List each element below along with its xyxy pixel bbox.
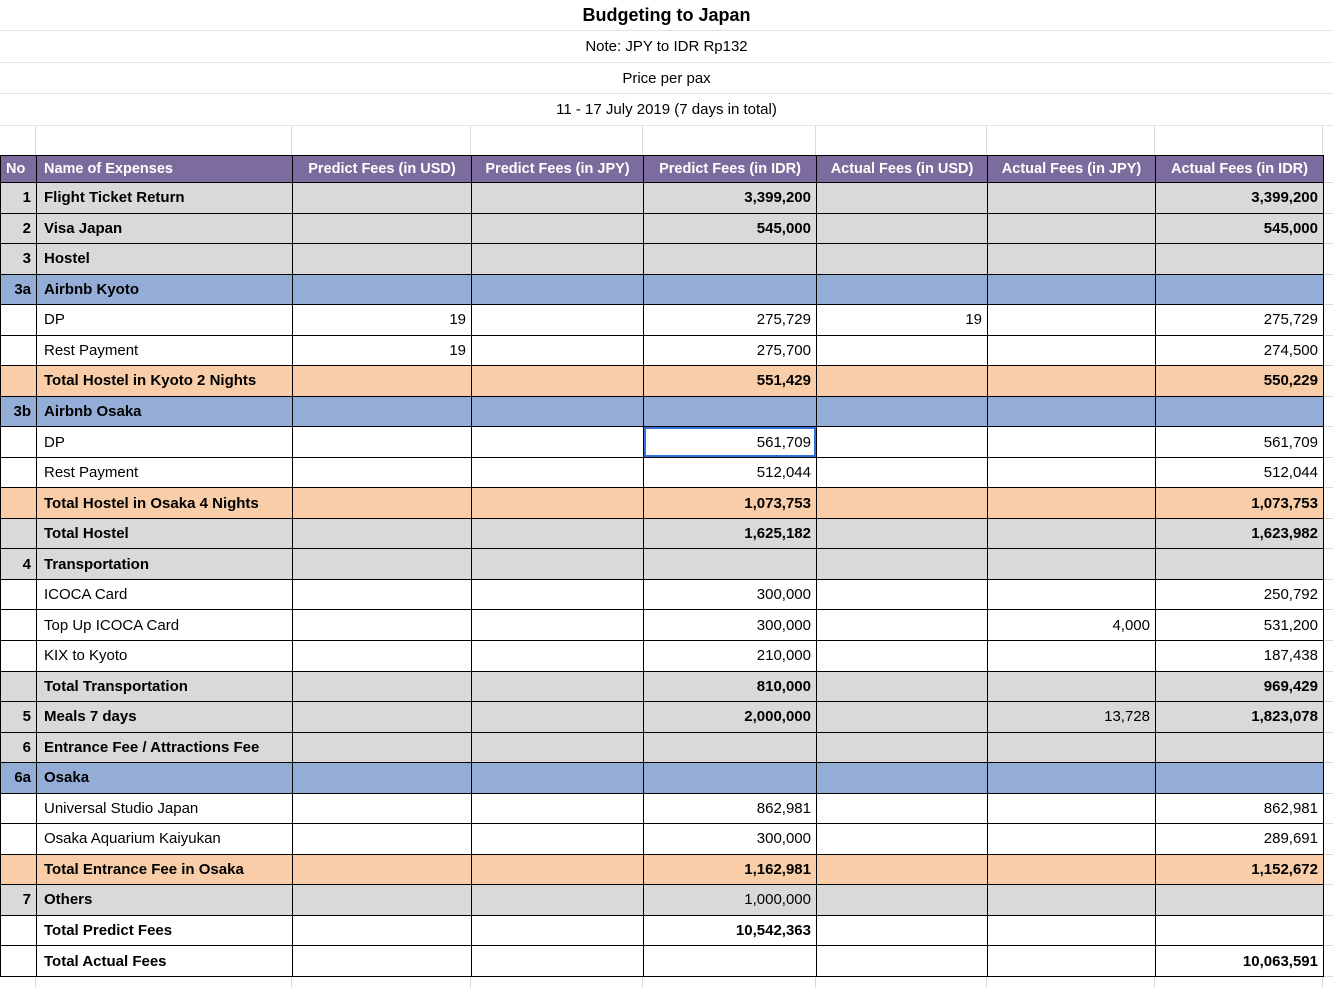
value-cell[interactable]: 862,981 bbox=[644, 794, 817, 824]
value-cell[interactable] bbox=[644, 549, 817, 579]
grid-continuation-segment bbox=[1324, 519, 1333, 550]
value-cell[interactable] bbox=[644, 244, 817, 274]
value-cell[interactable] bbox=[472, 794, 644, 824]
value-cell[interactable] bbox=[293, 916, 472, 946]
value-cell[interactable] bbox=[1156, 275, 1324, 305]
table-row bbox=[1, 885, 1324, 916]
value-cell[interactable] bbox=[988, 794, 1156, 824]
value-cell[interactable] bbox=[988, 549, 1156, 579]
row-number-cell[interactable] bbox=[1, 794, 37, 824]
row-number-cell[interactable]: 1 bbox=[1, 183, 37, 213]
value-cell[interactable] bbox=[472, 855, 644, 885]
value-cell[interactable] bbox=[817, 549, 988, 579]
value-cell[interactable] bbox=[472, 946, 644, 976]
grid-continuation-segment bbox=[1324, 458, 1333, 489]
value-cell[interactable] bbox=[293, 427, 472, 457]
expense-name-cell[interactable]: KIX to Kyoto bbox=[37, 641, 293, 671]
value-cell[interactable] bbox=[817, 397, 988, 427]
expense-name-cell[interactable]: Transportation bbox=[37, 549, 293, 579]
value-cell[interactable] bbox=[293, 488, 472, 518]
grid-continuation-segment bbox=[1324, 794, 1333, 825]
value-cell[interactable]: 3,399,200 bbox=[1156, 183, 1324, 213]
grid-continuation-segment bbox=[1324, 763, 1333, 794]
row-number-cell[interactable]: 6 bbox=[1, 733, 37, 763]
value-cell[interactable] bbox=[988, 763, 1156, 793]
value-cell[interactable]: 545,000 bbox=[644, 214, 817, 244]
title-row bbox=[0, 0, 1333, 31]
table-row bbox=[1, 641, 1324, 672]
value-cell[interactable] bbox=[988, 336, 1156, 366]
value-cell[interactable]: 551,429 bbox=[644, 366, 817, 396]
table-row bbox=[1, 244, 1324, 275]
value-cell[interactable]: 10,063,591 bbox=[1156, 946, 1324, 976]
value-cell[interactable]: 810,000 bbox=[644, 672, 817, 702]
value-cell[interactable] bbox=[472, 580, 644, 610]
value-cell[interactable]: 19 bbox=[293, 336, 472, 366]
value-cell[interactable] bbox=[293, 763, 472, 793]
table-row bbox=[1, 580, 1324, 611]
grid-cell[interactable] bbox=[816, 977, 987, 988]
grid-cell[interactable] bbox=[987, 126, 1155, 155]
value-cell[interactable] bbox=[293, 885, 472, 915]
table-row bbox=[1, 519, 1324, 550]
value-cell[interactable] bbox=[472, 183, 644, 213]
table-row bbox=[1, 672, 1324, 703]
value-cell[interactable] bbox=[988, 366, 1156, 396]
row-number-cell[interactable] bbox=[1, 519, 37, 549]
expense-name-cell[interactable]: Total Hostel bbox=[37, 519, 293, 549]
value-cell[interactable] bbox=[817, 641, 988, 671]
value-cell[interactable] bbox=[293, 275, 472, 305]
value-cell[interactable] bbox=[988, 244, 1156, 274]
expense-name-cell[interactable]: Airbnb Osaka bbox=[37, 397, 293, 427]
grid-cell[interactable] bbox=[292, 977, 471, 988]
value-cell[interactable]: 561,709 bbox=[1156, 427, 1324, 457]
value-cell[interactable] bbox=[293, 580, 472, 610]
grid-continuation-segment bbox=[1324, 397, 1333, 428]
value-cell[interactable]: 187,438 bbox=[1156, 641, 1324, 671]
value-cell[interactable] bbox=[1156, 885, 1324, 915]
value-cell[interactable]: 274,500 bbox=[1156, 336, 1324, 366]
grid-cell[interactable] bbox=[643, 977, 816, 988]
row-number-cell[interactable]: 6a bbox=[1, 763, 37, 793]
row-number-cell[interactable] bbox=[1, 641, 37, 671]
value-cell[interactable] bbox=[472, 763, 644, 793]
row-number-cell[interactable] bbox=[1, 946, 37, 976]
grid-cell[interactable] bbox=[816, 126, 987, 155]
value-cell[interactable] bbox=[817, 458, 988, 488]
value-cell[interactable] bbox=[472, 824, 644, 854]
grid-continuation-segment bbox=[1324, 366, 1333, 397]
value-cell[interactable]: 512,044 bbox=[1156, 458, 1324, 488]
expense-name-cell[interactable]: Total Hostel in Kyoto 2 Nights bbox=[37, 366, 293, 396]
value-cell[interactable]: 550,229 bbox=[1156, 366, 1324, 396]
empty-grid-row bbox=[0, 126, 1333, 155]
price-per-pax-row bbox=[0, 63, 1333, 94]
row-number-cell[interactable] bbox=[1, 427, 37, 457]
row-number-cell[interactable]: 3a bbox=[1, 275, 37, 305]
value-cell[interactable] bbox=[293, 733, 472, 763]
value-cell[interactable] bbox=[988, 672, 1156, 702]
grid-continuation-segment bbox=[1324, 824, 1333, 855]
grid-cell[interactable] bbox=[36, 977, 292, 988]
value-cell[interactable]: 1,625,182 bbox=[644, 519, 817, 549]
value-cell[interactable]: 289,691 bbox=[1156, 824, 1324, 854]
value-cell[interactable]: 1,162,981 bbox=[644, 855, 817, 885]
grid-continuation-segment bbox=[1324, 672, 1333, 703]
expense-name-cell[interactable]: Airbnb Kyoto bbox=[37, 275, 293, 305]
column-header-6[interactable]: Actual Fees (in JPY) bbox=[988, 156, 1156, 182]
value-cell[interactable] bbox=[988, 733, 1156, 763]
value-cell[interactable] bbox=[472, 488, 644, 518]
value-cell[interactable] bbox=[472, 610, 644, 640]
value-cell[interactable] bbox=[644, 397, 817, 427]
value-cell[interactable] bbox=[293, 366, 472, 396]
table-row bbox=[1, 549, 1324, 580]
value-cell[interactable] bbox=[293, 824, 472, 854]
value-cell[interactable] bbox=[293, 946, 472, 976]
expense-name-cell[interactable]: Total Hostel in Osaka 4 Nights bbox=[37, 488, 293, 518]
exchange-rate-note[interactable]: Note: JPY to IDR Rp132 bbox=[585, 38, 748, 55]
row-number-cell[interactable] bbox=[1, 672, 37, 702]
value-cell[interactable]: 250,792 bbox=[1156, 580, 1324, 610]
value-cell[interactable] bbox=[472, 397, 644, 427]
expense-name-cell[interactable]: ICOCA Card bbox=[37, 580, 293, 610]
date-range-row bbox=[0, 94, 1333, 126]
value-cell[interactable] bbox=[817, 610, 988, 640]
value-cell[interactable] bbox=[988, 885, 1156, 915]
value-cell[interactable] bbox=[293, 855, 472, 885]
table-row bbox=[1, 794, 1324, 825]
table-row bbox=[1, 458, 1324, 489]
grid-continuation-segment bbox=[1324, 580, 1333, 611]
value-cell[interactable]: 300,000 bbox=[644, 824, 817, 854]
table-row bbox=[1, 214, 1324, 245]
grid-cell[interactable] bbox=[36, 126, 292, 155]
row-number-cell[interactable] bbox=[1, 305, 37, 335]
value-cell[interactable] bbox=[472, 519, 644, 549]
value-cell[interactable]: 1,152,672 bbox=[1156, 855, 1324, 885]
value-cell[interactable] bbox=[817, 336, 988, 366]
grid-continuation-segment bbox=[1324, 305, 1333, 336]
value-cell[interactable]: 300,000 bbox=[644, 610, 817, 640]
value-cell[interactable] bbox=[1156, 244, 1324, 274]
row-number-cell[interactable]: 5 bbox=[1, 702, 37, 732]
selected-cell[interactable]: 561,709 bbox=[644, 427, 817, 457]
table-row bbox=[1, 610, 1324, 641]
expense-name-cell[interactable]: Total Transportation bbox=[37, 672, 293, 702]
value-cell[interactable] bbox=[1156, 733, 1324, 763]
table-row bbox=[1, 946, 1324, 977]
grid-continuation-segment bbox=[1324, 855, 1333, 886]
value-cell[interactable] bbox=[293, 397, 472, 427]
table-row bbox=[1, 427, 1324, 458]
value-cell[interactable] bbox=[988, 305, 1156, 335]
grid-continuation-segment bbox=[1324, 488, 1333, 519]
value-cell[interactable] bbox=[817, 183, 988, 213]
value-cell[interactable] bbox=[472, 672, 644, 702]
value-cell[interactable]: 1,000,000 bbox=[644, 885, 817, 915]
value-cell[interactable] bbox=[988, 641, 1156, 671]
grid-continuation bbox=[1324, 155, 1333, 977]
expense-name-cell[interactable]: DP bbox=[37, 305, 293, 335]
table-row bbox=[1, 702, 1324, 733]
table-row bbox=[1, 488, 1324, 519]
expense-name-cell[interactable]: Meals 7 days bbox=[37, 702, 293, 732]
date-range-label[interactable]: 11 - 17 July 2019 (7 days in total) bbox=[556, 101, 777, 118]
value-cell[interactable] bbox=[472, 702, 644, 732]
value-cell[interactable] bbox=[644, 763, 817, 793]
value-cell[interactable] bbox=[988, 427, 1156, 457]
value-cell[interactable] bbox=[817, 366, 988, 396]
column-header-3[interactable]: Predict Fees (in JPY) bbox=[472, 156, 644, 182]
value-cell[interactable]: 13,728 bbox=[988, 702, 1156, 732]
value-cell[interactable] bbox=[472, 427, 644, 457]
value-cell[interactable] bbox=[988, 519, 1156, 549]
grid-continuation-segment bbox=[1324, 946, 1333, 977]
value-cell[interactable]: 275,729 bbox=[644, 305, 817, 335]
expense-name-cell[interactable]: Hostel bbox=[37, 244, 293, 274]
value-cell[interactable]: 969,429 bbox=[1156, 672, 1324, 702]
value-cell[interactable] bbox=[472, 885, 644, 915]
expense-name-cell[interactable]: Osaka Aquarium Kaiyukan bbox=[37, 824, 293, 854]
row-number-cell[interactable] bbox=[1, 916, 37, 946]
value-cell[interactable] bbox=[1156, 763, 1324, 793]
grid-continuation-segment bbox=[1324, 885, 1333, 916]
expense-name-cell[interactable]: Universal Studio Japan bbox=[37, 794, 293, 824]
row-number-cell[interactable]: 4 bbox=[1, 549, 37, 579]
grid-continuation-segment bbox=[1324, 702, 1333, 733]
value-cell[interactable]: 275,700 bbox=[644, 336, 817, 366]
expense-name-cell[interactable]: Rest Payment bbox=[37, 336, 293, 366]
row-number-cell[interactable] bbox=[1, 458, 37, 488]
grid-continuation-segment bbox=[1324, 244, 1333, 275]
value-cell[interactable]: 1,073,753 bbox=[1156, 488, 1324, 518]
value-cell[interactable]: 545,000 bbox=[1156, 214, 1324, 244]
value-cell[interactable] bbox=[1156, 916, 1324, 946]
value-cell[interactable]: 275,729 bbox=[1156, 305, 1324, 335]
value-cell[interactable] bbox=[988, 580, 1156, 610]
table-row bbox=[1, 733, 1324, 764]
row-number-cell[interactable] bbox=[1, 855, 37, 885]
value-cell[interactable] bbox=[817, 275, 988, 305]
column-header-1[interactable]: Name of Expenses bbox=[37, 156, 293, 182]
value-cell[interactable] bbox=[988, 183, 1156, 213]
value-cell[interactable] bbox=[293, 641, 472, 671]
value-cell[interactable] bbox=[817, 488, 988, 518]
value-cell[interactable]: 19 bbox=[293, 305, 472, 335]
value-cell[interactable] bbox=[644, 733, 817, 763]
table-row bbox=[1, 763, 1324, 794]
expense-name-cell[interactable]: Total Predict Fees bbox=[37, 916, 293, 946]
value-cell[interactable] bbox=[472, 305, 644, 335]
expense-name-cell[interactable]: Others bbox=[37, 885, 293, 915]
grid-cell[interactable] bbox=[1155, 977, 1323, 988]
value-cell[interactable] bbox=[1156, 397, 1324, 427]
expense-name-cell[interactable]: Osaka bbox=[37, 763, 293, 793]
expense-name-cell[interactable]: Top Up ICOCA Card bbox=[37, 610, 293, 640]
grid-cell[interactable] bbox=[1155, 126, 1323, 155]
value-cell[interactable]: 19 bbox=[817, 305, 988, 335]
value-cell[interactable]: 531,200 bbox=[1156, 610, 1324, 640]
price-per-pax-label[interactable]: Price per pax bbox=[622, 69, 711, 87]
grid-continuation-segment bbox=[1324, 214, 1333, 245]
value-cell[interactable] bbox=[472, 458, 644, 488]
value-cell[interactable] bbox=[472, 549, 644, 579]
value-cell[interactable] bbox=[644, 275, 817, 305]
row-number-cell[interactable] bbox=[1, 824, 37, 854]
header-row bbox=[1, 156, 1324, 183]
row-number-cell[interactable]: 2 bbox=[1, 214, 37, 244]
grid-cell[interactable] bbox=[471, 126, 643, 155]
value-cell[interactable] bbox=[644, 946, 817, 976]
value-cell[interactable] bbox=[817, 763, 988, 793]
value-cell[interactable] bbox=[293, 549, 472, 579]
expense-name-cell[interactable]: Visa Japan bbox=[37, 214, 293, 244]
value-cell[interactable] bbox=[988, 824, 1156, 854]
value-cell[interactable]: 1,073,753 bbox=[644, 488, 817, 518]
empty-grid-row-bottom bbox=[0, 977, 1333, 988]
expenses-table bbox=[0, 155, 1324, 977]
value-cell[interactable] bbox=[988, 214, 1156, 244]
value-cell[interactable] bbox=[293, 794, 472, 824]
value-cell[interactable] bbox=[293, 183, 472, 213]
grid-continuation-segment bbox=[1324, 733, 1333, 764]
table-row bbox=[1, 824, 1324, 855]
expense-name-cell[interactable]: Flight Ticket Return bbox=[37, 183, 293, 213]
grid-continuation-segment bbox=[1324, 336, 1333, 367]
value-cell[interactable] bbox=[293, 214, 472, 244]
table-row bbox=[1, 855, 1324, 886]
grid-continuation-segment bbox=[1324, 641, 1333, 672]
value-cell[interactable] bbox=[988, 397, 1156, 427]
grid-continuation-segment bbox=[1324, 183, 1333, 214]
value-cell[interactable] bbox=[817, 855, 988, 885]
value-cell[interactable]: 512,044 bbox=[644, 458, 817, 488]
value-cell[interactable] bbox=[472, 275, 644, 305]
column-header-5[interactable]: Actual Fees (in USD) bbox=[817, 156, 988, 182]
row-number-cell[interactable]: 3 bbox=[1, 244, 37, 274]
table-row bbox=[1, 397, 1324, 428]
value-cell[interactable]: 1,823,078 bbox=[1156, 702, 1324, 732]
value-cell[interactable] bbox=[293, 672, 472, 702]
value-cell[interactable] bbox=[817, 946, 988, 976]
value-cell[interactable] bbox=[817, 885, 988, 915]
value-cell[interactable] bbox=[472, 244, 644, 274]
grid-cell[interactable] bbox=[471, 977, 643, 988]
value-cell[interactable] bbox=[472, 214, 644, 244]
row-number-cell[interactable]: 7 bbox=[1, 885, 37, 915]
value-cell[interactable]: 10,542,363 bbox=[644, 916, 817, 946]
value-cell[interactable] bbox=[817, 214, 988, 244]
value-cell[interactable] bbox=[817, 427, 988, 457]
value-cell[interactable] bbox=[817, 794, 988, 824]
value-cell[interactable] bbox=[1156, 549, 1324, 579]
value-cell[interactable] bbox=[472, 366, 644, 396]
column-header-0[interactable]: No bbox=[1, 156, 37, 182]
grid-cell[interactable] bbox=[0, 977, 36, 988]
value-cell[interactable] bbox=[293, 458, 472, 488]
value-cell[interactable] bbox=[472, 733, 644, 763]
sheet-title[interactable]: Budgeting to Japan bbox=[582, 4, 751, 25]
value-cell[interactable] bbox=[293, 610, 472, 640]
value-cell[interactable] bbox=[472, 336, 644, 366]
value-cell[interactable]: 2,000,000 bbox=[644, 702, 817, 732]
value-cell[interactable]: 210,000 bbox=[644, 641, 817, 671]
grid-continuation-segment bbox=[1324, 916, 1333, 947]
expense-name-cell[interactable]: DP bbox=[37, 427, 293, 457]
table-row bbox=[1, 275, 1324, 306]
grid-continuation-segment bbox=[1324, 427, 1333, 458]
value-cell[interactable] bbox=[293, 702, 472, 732]
row-number-cell[interactable] bbox=[1, 366, 37, 396]
value-cell[interactable] bbox=[817, 244, 988, 274]
grid-continuation-segment bbox=[1324, 610, 1333, 641]
grid-cell[interactable] bbox=[292, 126, 471, 155]
grid-cell[interactable] bbox=[0, 126, 36, 155]
value-cell[interactable] bbox=[988, 916, 1156, 946]
value-cell[interactable] bbox=[988, 458, 1156, 488]
value-cell[interactable] bbox=[293, 244, 472, 274]
column-header-7[interactable]: Actual Fees (in IDR) bbox=[1156, 156, 1324, 182]
grid-cell[interactable] bbox=[987, 977, 1155, 988]
row-number-cell[interactable] bbox=[1, 336, 37, 366]
value-cell[interactable] bbox=[817, 733, 988, 763]
table-row bbox=[1, 366, 1324, 397]
table-row bbox=[1, 336, 1324, 367]
value-cell[interactable] bbox=[817, 672, 988, 702]
expense-name-cell[interactable]: Total Actual Fees bbox=[37, 946, 293, 976]
value-cell[interactable] bbox=[472, 641, 644, 671]
value-cell[interactable] bbox=[817, 702, 988, 732]
row-number-cell[interactable] bbox=[1, 488, 37, 518]
expense-name-cell[interactable]: Entrance Fee / Attractions Fee bbox=[37, 733, 293, 763]
column-header-2[interactable]: Predict Fees (in USD) bbox=[293, 156, 472, 182]
value-cell[interactable] bbox=[293, 519, 472, 549]
expense-name-cell[interactable]: Rest Payment bbox=[37, 458, 293, 488]
value-cell[interactable] bbox=[988, 275, 1156, 305]
value-cell[interactable]: 862,981 bbox=[1156, 794, 1324, 824]
value-cell[interactable]: 4,000 bbox=[988, 610, 1156, 640]
row-number-cell[interactable] bbox=[1, 610, 37, 640]
grid-continuation-segment bbox=[1324, 275, 1333, 306]
table-row bbox=[1, 305, 1324, 336]
row-number-cell[interactable]: 3b bbox=[1, 397, 37, 427]
row-number-cell[interactable] bbox=[1, 580, 37, 610]
value-cell[interactable] bbox=[988, 946, 1156, 976]
expense-name-cell[interactable]: Total Entrance Fee in Osaka bbox=[37, 855, 293, 885]
value-cell[interactable]: 1,623,982 bbox=[1156, 519, 1324, 549]
grid-continuation-segment bbox=[1324, 549, 1333, 580]
value-cell[interactable] bbox=[817, 580, 988, 610]
value-cell[interactable] bbox=[472, 916, 644, 946]
value-cell[interactable]: 300,000 bbox=[644, 580, 817, 610]
value-cell[interactable] bbox=[817, 824, 988, 854]
table-row bbox=[1, 183, 1324, 214]
value-cell[interactable] bbox=[988, 488, 1156, 518]
column-header-4[interactable]: Predict Fees (in IDR) bbox=[644, 156, 817, 182]
value-cell[interactable] bbox=[817, 916, 988, 946]
value-cell[interactable] bbox=[817, 519, 988, 549]
grid-continuation-segment bbox=[1324, 155, 1333, 183]
grid-cell[interactable] bbox=[643, 126, 816, 155]
table-row bbox=[1, 916, 1324, 947]
value-cell[interactable] bbox=[988, 855, 1156, 885]
note-row bbox=[0, 31, 1333, 63]
value-cell[interactable]: 3,399,200 bbox=[644, 183, 817, 213]
